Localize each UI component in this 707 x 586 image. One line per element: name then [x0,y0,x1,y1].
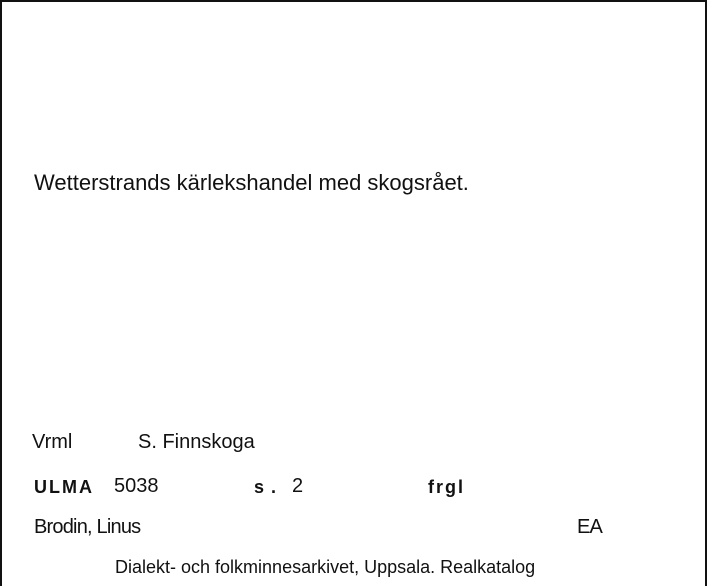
recorder-name: Brodin, Linus [34,516,141,538]
record-number: 5038 [114,475,159,497]
category-code: frgl [428,477,465,497]
archive-code: ULMA [34,477,94,497]
region-label: Vrml [32,431,73,453]
page-number: 2 [292,475,304,497]
card-title: Wetterstrands kärlekshandel med skogsrået. [34,170,469,195]
archive-footer: Dialekt- och folkminnesarkivet, Uppsala. Realkatalog [115,557,536,577]
recorder-initials: EA [577,516,603,538]
parish-label: S. Finnskoga [138,431,255,453]
page-label: s . [254,477,278,497]
